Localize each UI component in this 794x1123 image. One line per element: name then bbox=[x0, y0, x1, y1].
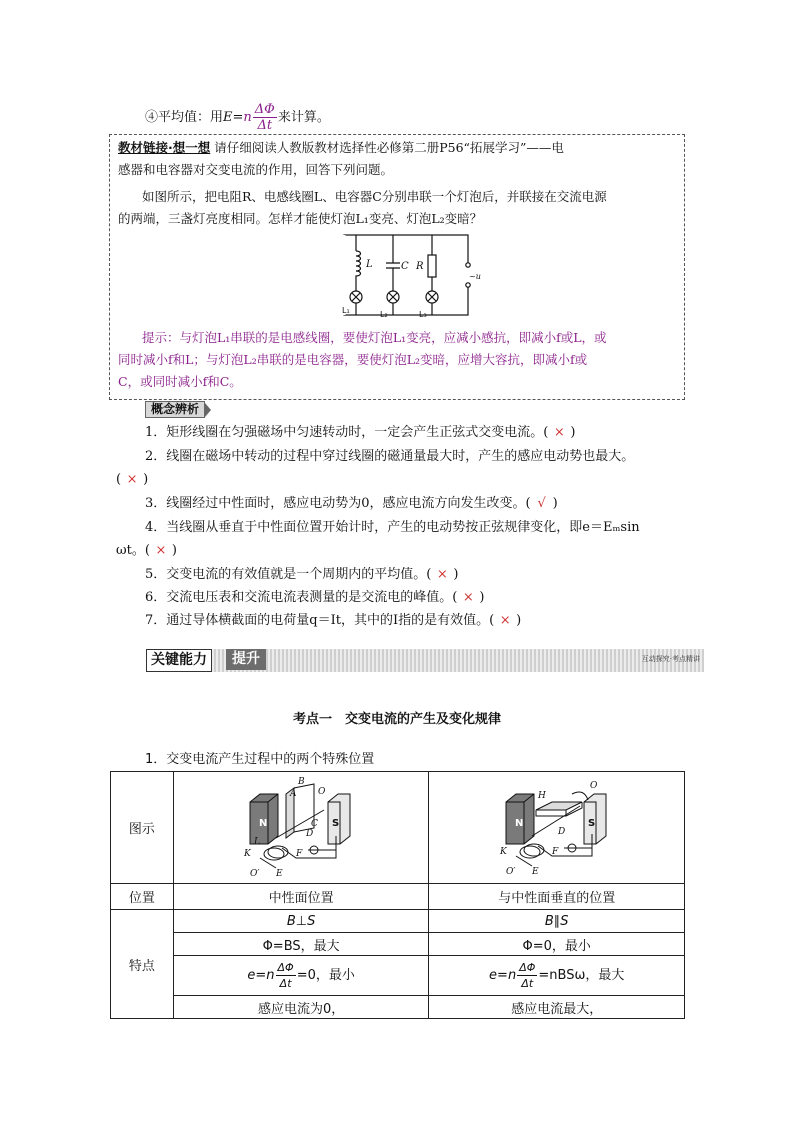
circuit-diagram bbox=[336, 231, 486, 323]
avg-den: Δt bbox=[257, 118, 273, 133]
concept-text: 5．交变电流的有效值就是一个周期内的平均值。( bbox=[145, 567, 432, 582]
concept-item-5 bbox=[145, 565, 458, 585]
emf-den: Δt bbox=[521, 977, 534, 990]
diag2-label-s: S bbox=[587, 817, 595, 829]
avg-eq: = bbox=[232, 110, 244, 125]
table-row-emf bbox=[111, 956, 685, 996]
avg-fraction bbox=[253, 102, 277, 133]
concept-item-4-cont bbox=[116, 541, 177, 561]
label-l2: L₂ bbox=[380, 310, 388, 319]
key-ability-ribbon bbox=[146, 649, 704, 672]
answer-mark: √ bbox=[537, 496, 546, 511]
neutral-relation: B⊥S bbox=[173, 910, 429, 933]
perpendicular-emf bbox=[429, 956, 685, 996]
sub-heading: 1．交变电流产生过程中的两个特殊位置 bbox=[145, 752, 375, 767]
answer-mark: × bbox=[126, 472, 138, 487]
hint-2: 同时减小f和L；与灯泡L₂串联的是电容器，要使灯泡L₂变暗，应增大容抗，即减小f或 bbox=[118, 352, 588, 367]
answer-mark: × bbox=[499, 613, 511, 628]
diag1-label-l: L bbox=[254, 836, 261, 847]
diag1-label-d: D bbox=[306, 828, 314, 839]
avg-num: ΔΦ bbox=[254, 102, 275, 117]
key-ability-right-text: 互动探究·考点精讲 bbox=[641, 655, 700, 663]
concept-item-7 bbox=[145, 611, 521, 631]
concept-item-4 bbox=[145, 518, 640, 538]
diag1-label-o: O bbox=[318, 786, 326, 797]
diag2-label-n: N bbox=[514, 817, 524, 829]
hint-3: C，或同时减小f和C。 bbox=[118, 374, 242, 389]
concept-close: ) bbox=[479, 590, 485, 605]
row-label-features: 特点 bbox=[111, 910, 174, 1019]
emf-suffix: =nBSω，最大 bbox=[538, 968, 625, 983]
emf-num: ΔΦ bbox=[519, 961, 536, 974]
concept-title-bar bbox=[145, 401, 211, 417]
avg-suffix: 来计算。 bbox=[277, 110, 330, 125]
label-l3: L₃ bbox=[419, 310, 427, 319]
row-label-diagram: 图示 bbox=[111, 772, 174, 884]
emf-num: ΔΦ bbox=[277, 961, 294, 974]
concept-text: 6．交流电压表和交流电流表测量的是交流电的峰值。( bbox=[145, 590, 458, 605]
emf-prefix: e=n bbox=[247, 968, 275, 983]
label-l1: L₁ bbox=[342, 306, 350, 315]
concept-text: 1．矩形线圈在匀强磁场中匀速转动时，一定会产生正弦式交变电流。( bbox=[145, 425, 549, 440]
average-value-line bbox=[145, 102, 330, 133]
emf-suffix: =0，最小 bbox=[296, 968, 355, 983]
diag1-label-n: N bbox=[259, 817, 268, 829]
diag1-label-f: F bbox=[296, 848, 303, 859]
concept-close: ) bbox=[143, 472, 149, 487]
emf-fraction bbox=[517, 960, 537, 991]
label-c: C bbox=[401, 261, 409, 272]
perpendicular-flux: Φ=0，最小 bbox=[429, 933, 685, 956]
diag2-label-k: K bbox=[499, 846, 507, 857]
perpendicular-relation: B∥S bbox=[429, 910, 685, 933]
intro-1: 请仔细阅读人教版教材选择性必修第二册P56“拓展学习”——电 bbox=[214, 140, 564, 155]
answer-mark: × bbox=[462, 590, 474, 605]
diag2-label-oprime: O′ bbox=[505, 866, 516, 877]
perpendicular-current: 感应电流最大， bbox=[429, 996, 685, 1019]
concept-close: ) bbox=[453, 567, 459, 582]
diag1-label-c: C bbox=[311, 818, 318, 829]
emf-prefix: e=n bbox=[489, 968, 517, 983]
diag1-label-a: A bbox=[290, 788, 297, 799]
concept-close: ) bbox=[570, 425, 576, 440]
diag1-label-e: E bbox=[276, 868, 283, 878]
diag1-label-k: K bbox=[244, 848, 251, 859]
label-l: L bbox=[366, 259, 373, 270]
diag2-label-d: D bbox=[557, 826, 565, 837]
diag2-label-o: O bbox=[589, 780, 598, 791]
hint-1: 提示：与灯泡L₁串联的是电感线圈，要使灯泡L₁变亮，应减小感抗，即减小f或L，或 bbox=[142, 330, 607, 345]
concept-title: 概念辨析 bbox=[145, 401, 205, 418]
concept-item-6 bbox=[145, 588, 484, 608]
diag1-label-b: B bbox=[298, 776, 305, 787]
concept-close: ) bbox=[171, 543, 177, 558]
avg-prefix: ④平均值：用 bbox=[145, 110, 224, 125]
box-line-1 bbox=[118, 137, 676, 159]
table-row-position bbox=[111, 884, 685, 910]
perpendicular-diagram-cell bbox=[429, 772, 685, 884]
topic-heading: 考点一 交变电流的产生及变化规律 bbox=[292, 712, 501, 727]
key-ability-badge: 提升 bbox=[226, 649, 266, 670]
concept-close: ) bbox=[516, 613, 522, 628]
diag2-label-e: E bbox=[531, 866, 539, 877]
table-row-diagram bbox=[111, 772, 685, 884]
concept-text: 3．线圈经过中性面时，感应电动势为0，感应电流方向发生改变。( bbox=[145, 496, 531, 511]
neutral-flux: Φ=BS，最大 bbox=[173, 933, 429, 956]
row-label-position: 位置 bbox=[111, 884, 174, 910]
table-row-current bbox=[111, 996, 685, 1019]
answer-mark: × bbox=[553, 425, 565, 440]
circuit-frame bbox=[344, 235, 468, 315]
emf-fraction bbox=[276, 960, 296, 991]
emf-den: Δt bbox=[279, 977, 292, 990]
concept-arrow-icon bbox=[205, 403, 211, 417]
neutral-emf bbox=[173, 956, 429, 996]
avg-n: n bbox=[243, 110, 252, 125]
special-positions-table bbox=[110, 771, 685, 1019]
answer-mark: × bbox=[155, 543, 167, 558]
textbook-tag: 教材链接·想一想 bbox=[118, 140, 211, 155]
label-r: R bbox=[416, 261, 424, 272]
resistor-icon bbox=[428, 255, 436, 277]
perpendicular-generator-diagram bbox=[492, 774, 622, 878]
concept-text: 7．通过导体横截面的电荷量q＝It，其中的I指的是有效值。( bbox=[145, 613, 495, 628]
neutral-position: 中性面位置 bbox=[173, 884, 429, 910]
table-row-flux bbox=[111, 933, 685, 956]
concept-item-2 bbox=[145, 447, 634, 467]
neutral-plane-diagram-cell bbox=[173, 772, 429, 884]
textbook-link-box bbox=[109, 134, 685, 400]
diag2-label-h: H bbox=[537, 790, 546, 801]
diag1-label-s: S bbox=[332, 817, 340, 829]
diag2-label-f: F bbox=[551, 846, 558, 857]
concept-text: ωt。( bbox=[116, 543, 150, 558]
answer-mark: × bbox=[436, 567, 448, 582]
concept-item-1 bbox=[145, 423, 575, 443]
neutral-current: 感应电流为0， bbox=[173, 996, 429, 1019]
concept-text: 2．线圈在磁场中转动的过程中穿过线圈的磁通量最大时，产生的感应电动势也最大。 bbox=[145, 449, 635, 464]
label-u: ~u bbox=[469, 272, 481, 281]
key-ability-title: 关键能力 bbox=[146, 649, 212, 672]
diag1-label-oprime: O′ bbox=[250, 868, 260, 878]
neutral-plane-generator-diagram bbox=[236, 774, 366, 878]
question-2: 的两端，三盏灯亮度相同。怎样才能使灯泡L₁变亮、灯泡L₂变暗？ bbox=[118, 211, 483, 226]
question-1: 如图所示，把电阻R、电感线圈L、电容器C分别串联一个灯泡后，并联接在交流电源 bbox=[142, 189, 607, 204]
concept-item-3 bbox=[145, 494, 558, 514]
avg-e: E bbox=[223, 110, 233, 125]
table-row-relation bbox=[111, 910, 685, 933]
concept-item-2-cont bbox=[116, 470, 148, 490]
perpendicular-position: 与中性面垂直的位置 bbox=[429, 884, 685, 910]
concept-text: ( bbox=[116, 472, 122, 487]
concept-close: ) bbox=[552, 496, 558, 511]
concept-text: 4．当线圈从垂直于中性面位置开始计时，产生的电动势按正弦规律变化，即e＝Eₘsin bbox=[145, 520, 640, 535]
intro-2: 感器和电容器对交变电流的作用，回答下列问题。 bbox=[118, 162, 394, 177]
